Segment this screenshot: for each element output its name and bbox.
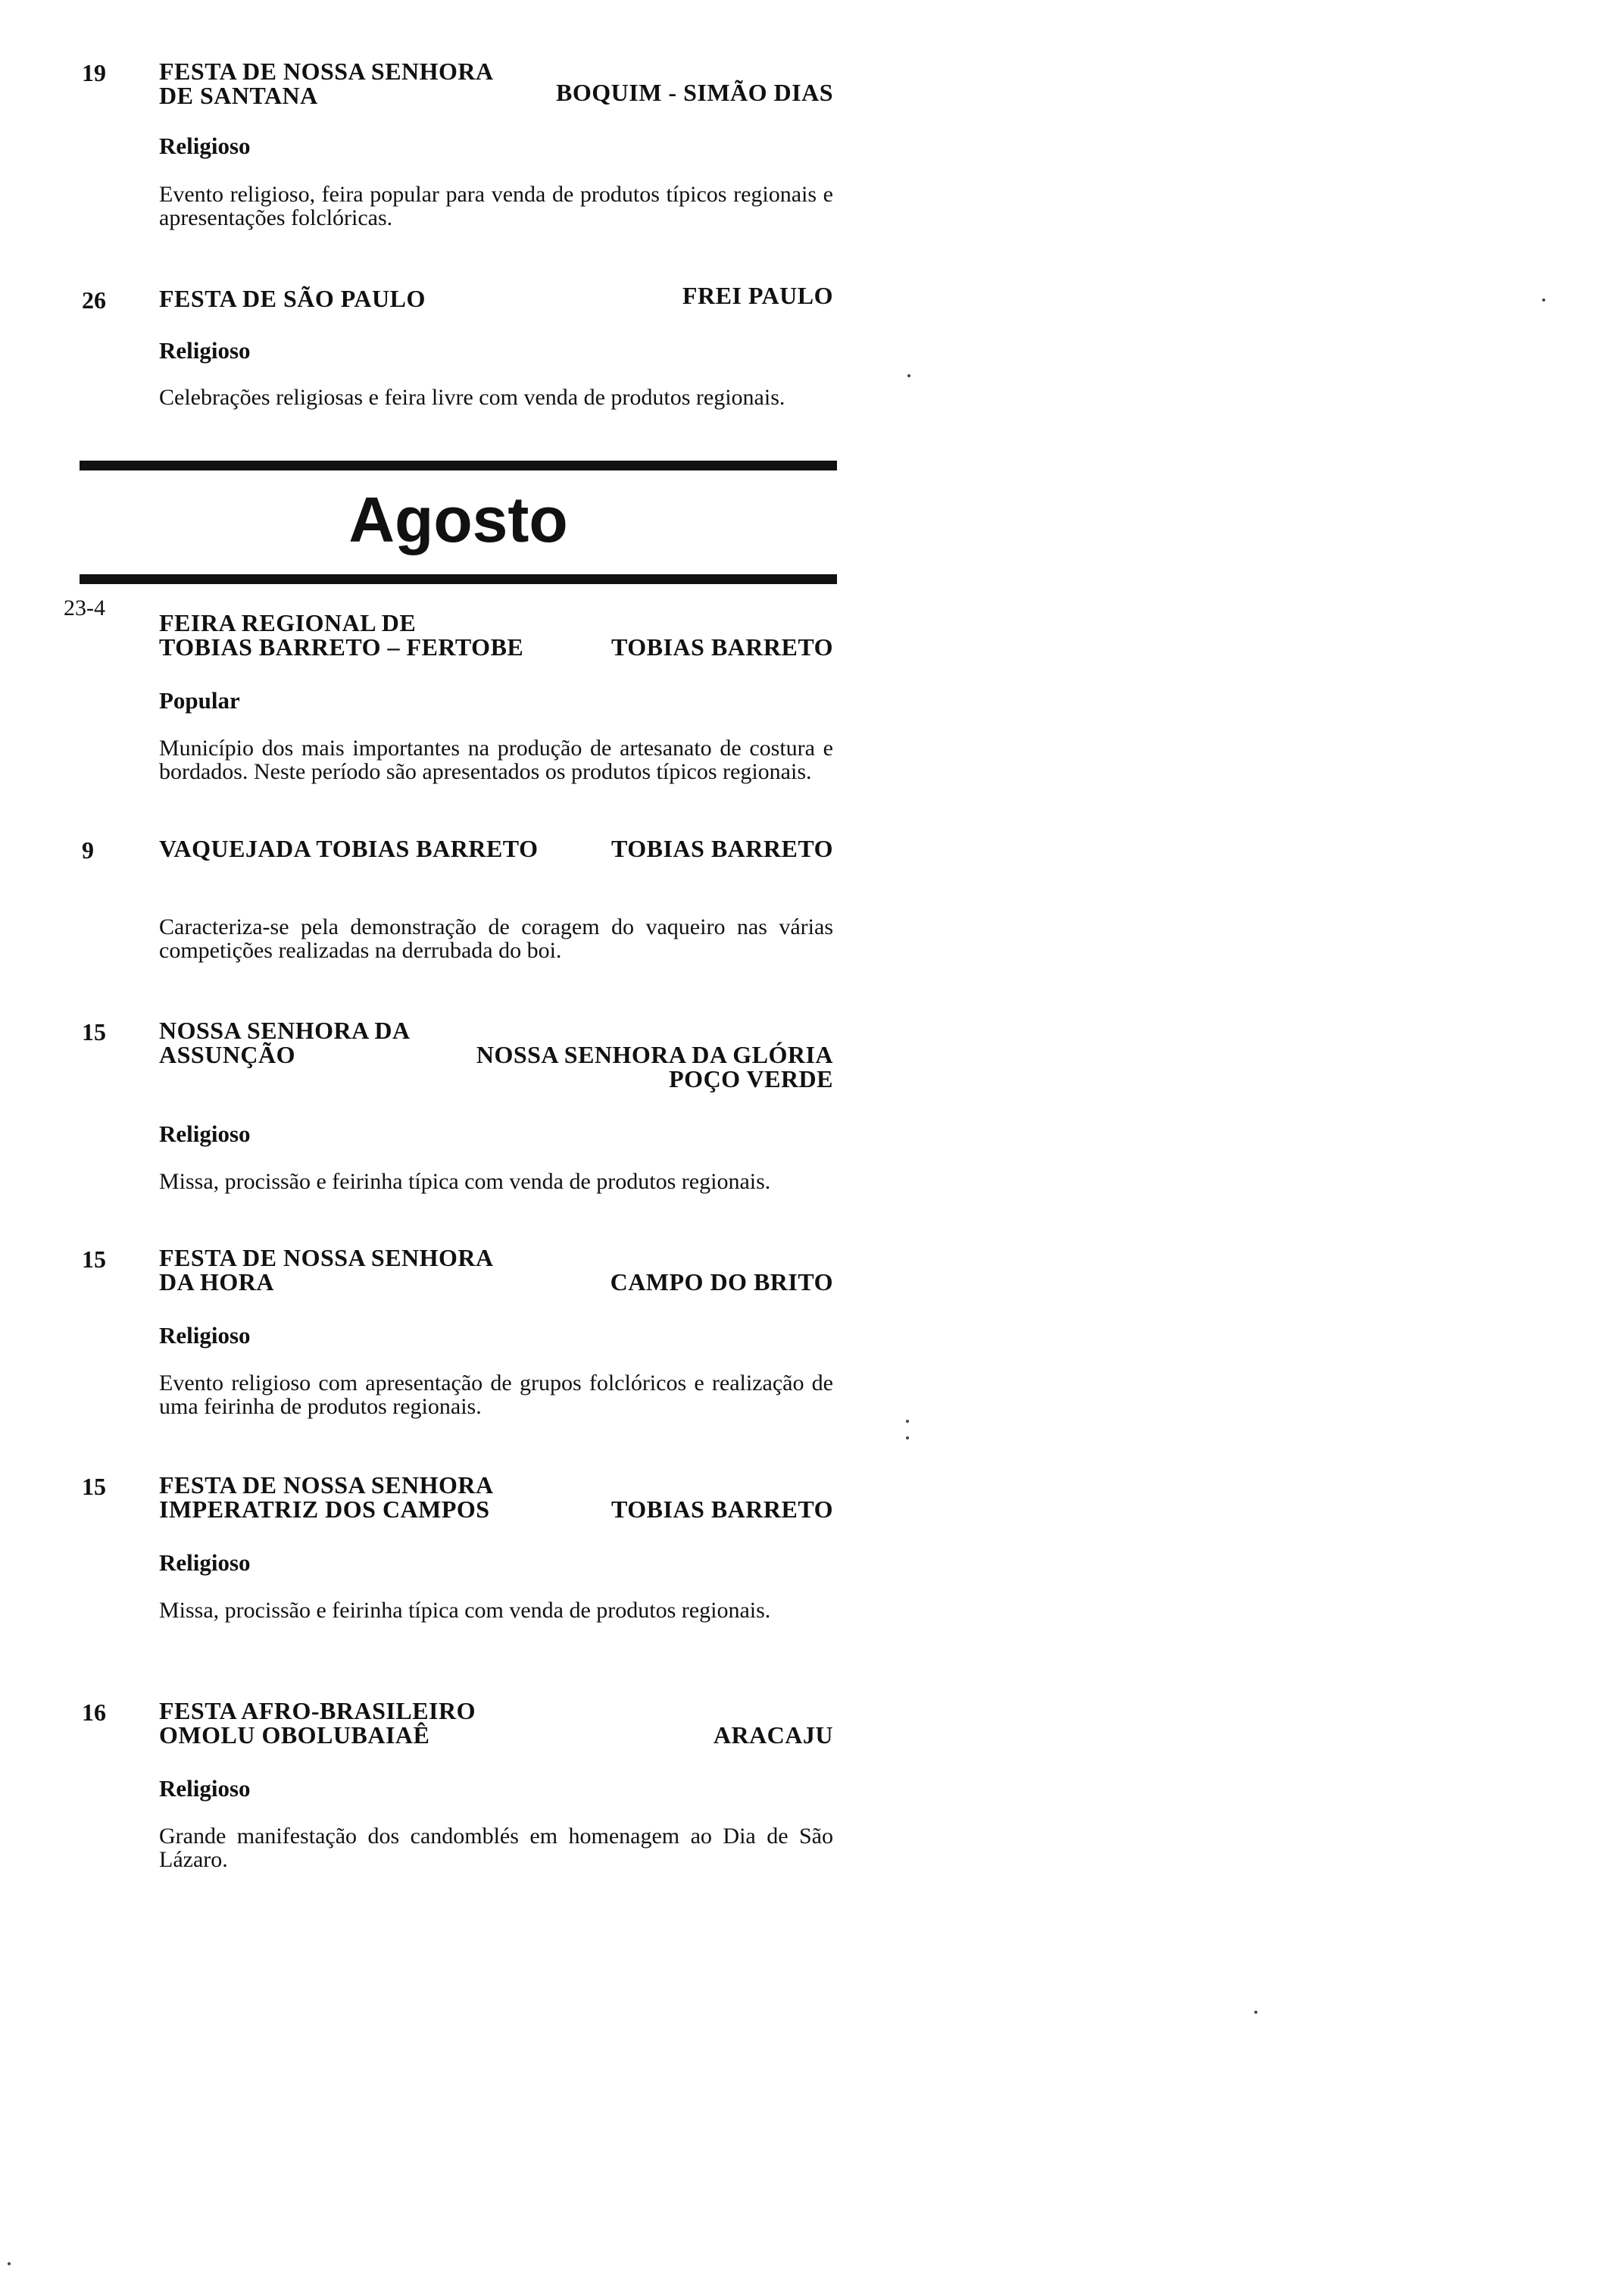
event-day: 26 — [82, 286, 106, 314]
event-category: Religioso — [159, 1775, 251, 1802]
event-day: 15 — [82, 1246, 106, 1273]
event-location: TOBIAS BARRETO — [611, 1496, 833, 1523]
event-category: Religioso — [159, 133, 251, 159]
scan-speck — [1254, 2011, 1257, 2014]
event-title: FESTA AFRO-BRASILEIRO OMOLU OBOLUBAIAÊ — [159, 1697, 476, 1749]
event-description: Missa, procissão e feirinha típica com venda de produtos regionais. — [159, 1598, 771, 1623]
event-category: Religioso — [159, 1322, 251, 1349]
event-description: Evento religioso com apresentação de grupos folclóricos e realização de uma feirinha de produtos regionais. — [159, 1371, 833, 1419]
event-title: FESTA DE NOSSA SENHORA IMPERATRIZ DOS CAMPOS — [159, 1471, 494, 1523]
scan-speck — [906, 1436, 909, 1439]
event-description: Evento religioso, feira popular para venda de produtos típicos regionais e apresentações folclóricas. — [159, 182, 833, 230]
scan-speck — [907, 374, 910, 377]
event-day: 16 — [82, 1699, 106, 1726]
event-title: VAQUEJADA TOBIAS BARRETO — [159, 835, 539, 862]
event-location: TOBIAS BARRETO — [611, 835, 833, 862]
event-title: FESTA DE NOSSA SENHORA DA HORA — [159, 1244, 494, 1296]
event-description: Caracteriza-se pela demonstração de coragem do vaqueiro nas várias competições realizadas na derrubada do boi. — [159, 914, 833, 963]
handwritten-mark: 23-4 — [64, 595, 105, 620]
bottom-rule — [80, 574, 837, 584]
event-title: FEIRA REGIONAL DE TOBIAS BARRETO – FERTOBE — [159, 609, 524, 661]
event-description: Missa, procissão e feirinha típica com venda de produtos regionais. — [159, 1169, 771, 1194]
event-location: NOSSA SENHORA DA GLÓRIA POÇO VERDE — [476, 1041, 833, 1092]
event-location: TOBIAS BARRETO — [611, 633, 833, 661]
event-category: Religioso — [159, 1549, 251, 1576]
event-description: Celebrações religiosas e feira livre com venda de produtos regionais. — [159, 385, 785, 410]
event-description: Grande manifestação dos candomblés em homenagem ao Dia de São Lázaro. — [159, 1824, 833, 1872]
event-day: 9 — [82, 836, 94, 864]
event-title: FESTA DE SÃO PAULO — [159, 285, 426, 312]
top-rule — [80, 461, 837, 470]
event-category: Religioso — [159, 1120, 251, 1147]
event-location: BOQUIM - SIMÃO DIAS — [556, 79, 833, 106]
scan-speck — [906, 1420, 909, 1423]
event-day: 15 — [82, 1473, 106, 1500]
month-heading: Agosto — [348, 484, 568, 555]
event-day: 15 — [82, 1018, 106, 1045]
event-category: Religioso — [159, 337, 251, 364]
scan-speck — [1542, 298, 1545, 302]
scan-speck — [8, 2262, 11, 2265]
event-day: 19 — [82, 59, 106, 86]
event-description: Município dos mais importantes na produção de artesanato de costura e bordados. Neste período são apresentados os produtos típicos regionais. — [159, 736, 833, 784]
event-category: Popular — [159, 687, 240, 714]
event-location: ARACAJU — [713, 1721, 833, 1749]
event-location: CAMPO DO BRITO — [610, 1268, 833, 1296]
event-title: FESTA DE NOSSA SENHORA DE SANTANA — [159, 58, 494, 109]
event-location: FREI PAULO — [682, 282, 833, 309]
event-title: NOSSA SENHORA DA ASSUNÇÃO — [159, 1017, 411, 1068]
